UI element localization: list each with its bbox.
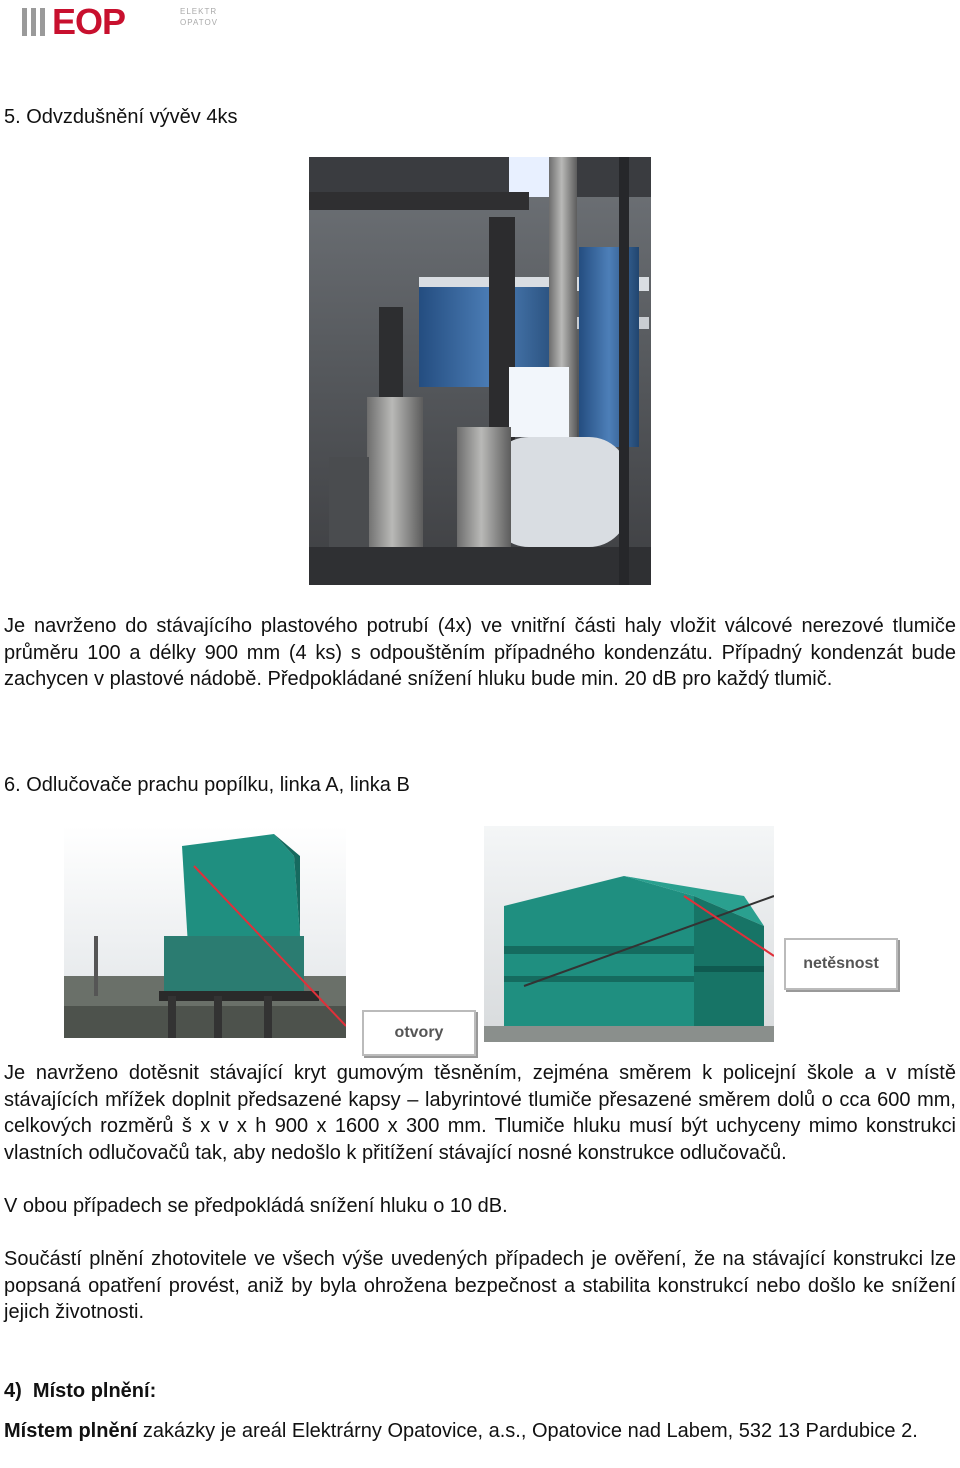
callout-openings: otvory [362, 1010, 476, 1056]
logo-bar [40, 8, 45, 36]
callout-leak: netěsnost [784, 938, 898, 990]
section-4-paragraph-rest: zakázky je areál Elektrárny Opatovice, a.s., Opatovice nad Labem, 532 13 Pardubice 2. [137, 1420, 918, 1442]
photo-dust-separator-line-a [64, 826, 346, 1038]
section-6-paragraph-2: V obou případech se předpokládá snížení hluku o 10 dB. [4, 1195, 508, 1217]
logo-subtext: OPATOV [180, 18, 219, 27]
logo-letters: EOP [52, 1, 126, 42]
section-4-paragraph-bold: Místem plnění [4, 1420, 138, 1442]
logo-bar [22, 8, 27, 36]
logo-bar [31, 8, 36, 36]
section-5-heading: 5. Odvzdušnění vývěv 4ks [4, 106, 238, 128]
section-4-paragraph [4, 1418, 956, 1445]
section-4-title: Místo plnění: [32, 1380, 157, 1402]
photo-dust-separator-line-b [484, 826, 774, 1042]
section-6-heading: 6. Odlučovače prachu popílku, linka A, linka B [4, 774, 410, 796]
section-5-paragraph: Je navrženo do stávajícího plastového potrubí (4x) ve vnitřní části haly vložit válcové nerezové tlumiče průměru 100 a délky 900 mm (4 ks) s odpouštěním případného kondenzátu. Případný kondenzát bude zachycen v plastové nádobě. Předpokládané snížení hluku bude min. 20 dB pro každý tlumič. [4, 615, 956, 691]
section-4-number: 4) [4, 1380, 22, 1402]
photo-vacuum-pump-vents [309, 157, 651, 585]
logo-subtext: ELEKTR [180, 7, 218, 16]
section-4-heading [4, 1378, 156, 1404]
section-6-paragraph-3: Součástí plnění zhotovitele ve všech výše uvedených případech je ověření, že na stávající konstrukci lze popsaná opatření provést, aniž by byla ohrožena bezpečnost a stabilita konstrukcí nebo došlo ke snížení jejich životnosti. [4, 1248, 956, 1324]
company-logo [22, 1, 219, 42]
section-6-paragraph-1: Je navrženo dotěsnit stávající kryt gumovým těsněním, zejména směrem k policejní škole a v místě stávajících mřížek doplnit předsazené kapsy – labyrintové tlumiče přesazené směrem dolů o cca 600 mm, celkových rozměrů š x v x h 900 x 1600 x 300 mm. Tlumiče hluku musí být uchyceny mimo konstrukci vlastních odlučovačů tak, aby nedošlo k přitížení stávající nosné konstrukce odlučovačů. [4, 1062, 956, 1164]
